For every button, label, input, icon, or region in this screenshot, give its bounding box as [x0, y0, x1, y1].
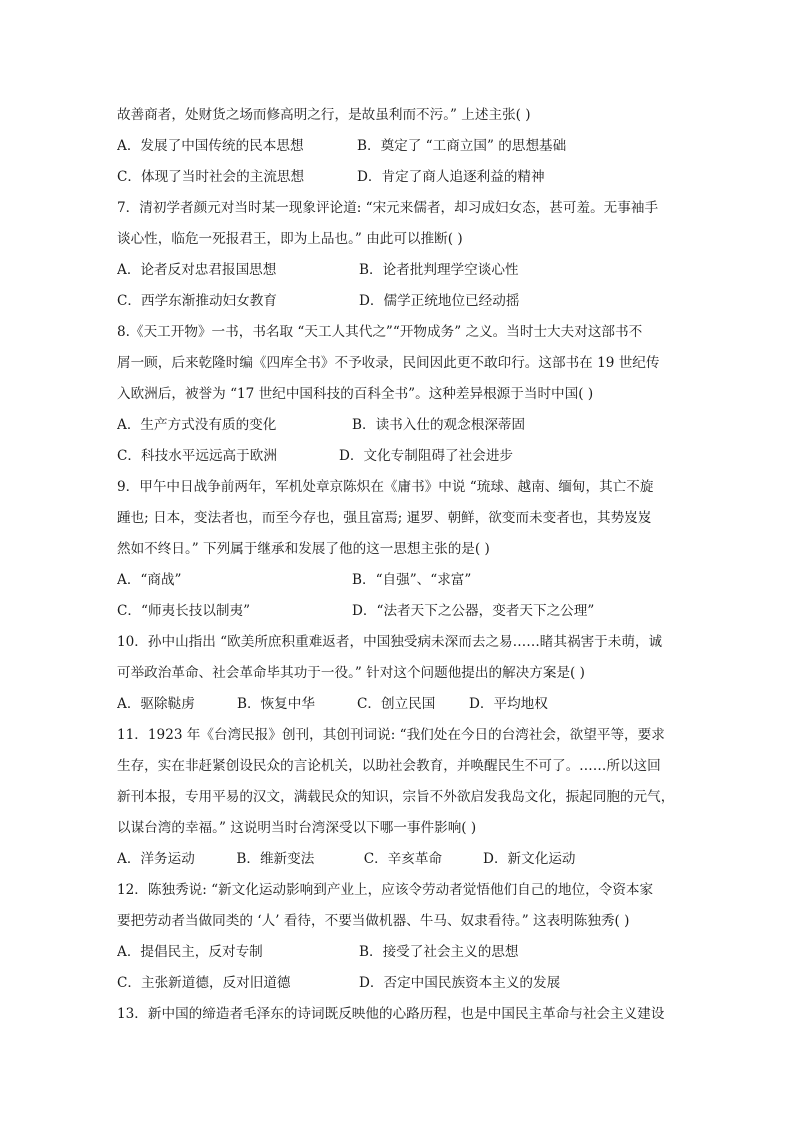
answer-options-row [117, 441, 682, 472]
question-stem [117, 472, 682, 565]
answer-option: B．读书入仕的观念根深蒂固 [352, 417, 526, 433]
answer-options-row [117, 937, 682, 968]
answer-options-row [117, 286, 682, 317]
answer-option: B．恢复中华 [237, 696, 315, 712]
question-text-line: 13．新中国的缔造者毛泽东的诗词既反映他的心路历程，也是中国民主革命与社会主义建设 [117, 1006, 665, 1022]
answer-option: C．辛亥革命 [363, 851, 443, 867]
answer-options-row [117, 565, 682, 596]
answer-option: A．“商战” [117, 572, 182, 588]
answer-option: C．体现了当时社会的主流思想 [117, 169, 305, 185]
question-stem [117, 193, 682, 255]
question-stem [117, 100, 682, 131]
question-stem [117, 875, 682, 937]
answer-option: B．接受了社会主义的思想 [359, 944, 519, 960]
question-text-line: 生存，实在非赶紧创设民众的言论机关，以助社会教育，并唤醒民生不可了。……所以这回 [117, 758, 661, 774]
answer-option: D．“法者天下之公器，变者天下之公理” [352, 603, 595, 619]
answer-option: D．新文化运动 [483, 851, 576, 867]
answer-option: B．“自强”、“求富” [352, 572, 472, 588]
answer-options-row [117, 844, 682, 875]
answer-option: B．奠定了 “工商立国” 的思想基础 [357, 138, 567, 154]
answer-options-row [117, 131, 682, 162]
question-text-line: 然如不终日。” 下列属于继承和发展了他的这一思想主张的是( ) [117, 541, 490, 557]
answer-option: A．提倡民主，反对专制 [117, 944, 263, 960]
answer-option: A．论者反对忠君报国思想 [117, 262, 277, 278]
answer-options-row [117, 162, 682, 193]
answer-option: C．主张新道德，反对旧道德 [117, 975, 291, 991]
answer-option: C．“师夷长技以制夷” [117, 603, 251, 619]
question-text-line: 10．孙中山指出 “欧美所庶积重难返者，中国独受病未深而去之易……睹其祸害于未萌，诚 [117, 634, 663, 650]
question-text-line: 屑一顾，后来乾隆时编《四库全书》不予收录，民间因此更不敢印行。这部书在 19 世纪传 [117, 355, 660, 371]
answer-options-row [117, 596, 682, 627]
question-text-line: 8.《天工开物》一书，书名取 “天工人其代之”“开物成务” 之义。当时士大夫对这部书不 [117, 324, 643, 340]
answer-option: C．科技水平远远高于欧洲 [117, 448, 277, 464]
answer-options-row [117, 689, 682, 720]
answer-option: D．文化专制阻碍了社会进步 [339, 448, 514, 464]
question-text-line: 踵也; 日本，变法者也，而至今存也，强且富焉; 暹罗、朝鲜，欲变而未变者也，其势岌岌 [117, 510, 652, 526]
answer-option: A．洋务运动 [117, 851, 195, 867]
question-text-line: 12．陈独秀说: “新文化运动影响到产业上，应该令劳动者觉悟他们自己的地位，令资本家 [117, 882, 654, 898]
question-stem [117, 720, 682, 844]
answer-option: B．维新变法 [236, 851, 315, 867]
answer-option: B．论者批判理学空谈心性 [359, 262, 519, 278]
answer-option: D．平均地权 [469, 696, 548, 712]
question-text-line: 谈心性，临危一死报君王，即为上品也。” 由此可以推断( ) [117, 231, 463, 247]
answer-option: C．创立民国 [357, 696, 436, 712]
answer-option: A．驱除鞑虏 [117, 696, 195, 712]
answer-option: D．否定中国民族资本主义的发展 [359, 975, 561, 991]
question-text-line: 要把劳动者当做同类的 ‘人’ 看待，不要当做机器、牛马、奴隶看待。” 这表明陈独秀( ) [117, 913, 630, 929]
question-stem [117, 627, 682, 689]
question-text-line: 新刊本报，专用平易的汉文，满载民众的知识，宗旨不外欲启发我岛文化，振起同胞的元气， [117, 789, 675, 805]
answer-option: C．西学东渐推动妇女教育 [117, 293, 277, 309]
question-stem [117, 999, 682, 1030]
question-text-line: 11．1923 年《台湾民报》创刊，其创刊词说: “我们处在今日的台湾社会，欲望平等，要求 [117, 727, 665, 743]
answer-option: A．生产方式没有质的变化 [117, 417, 277, 433]
answer-option: D．儒学正统地位已经动摇 [359, 293, 520, 309]
answer-options-row [117, 968, 682, 999]
question-text-line: 故善商者，处财货之场而修高明之行，是故虽利而不污。” 上述主张( ) [117, 107, 531, 123]
question-text-line: 9．甲午中日战争前两年，军机处章京陈炽在《庸书》中说 “琉球、越南、缅甸，其亡不旋 [117, 479, 654, 495]
answer-options-row [117, 410, 682, 441]
question-text-line: 以谋台湾的幸福。” 这说明当时台湾深受以下哪一事件影响( ) [117, 820, 477, 836]
answer-option: A．发展了中国传统的民本思想 [117, 138, 304, 154]
answer-options-row [117, 255, 682, 286]
question-text-line: 可举政治革命、社会革命毕其功于一役。” 针对这个问题他提出的解决方案是( ) [117, 665, 585, 681]
question-text-line: 7．清初学者颜元对当时某一现象评论道: “宋元来儒者，却习成妇女态，甚可羞。无事袖手 [117, 200, 659, 216]
question-list [117, 100, 682, 1030]
question-stem [117, 317, 682, 410]
answer-option: D．肯定了商人追逐利益的精神 [357, 169, 545, 185]
question-text-line: 入欧洲后，被誉为 “17 世纪中国科技的百科全书”。这种差异根源于当时中国( ) [117, 386, 594, 402]
